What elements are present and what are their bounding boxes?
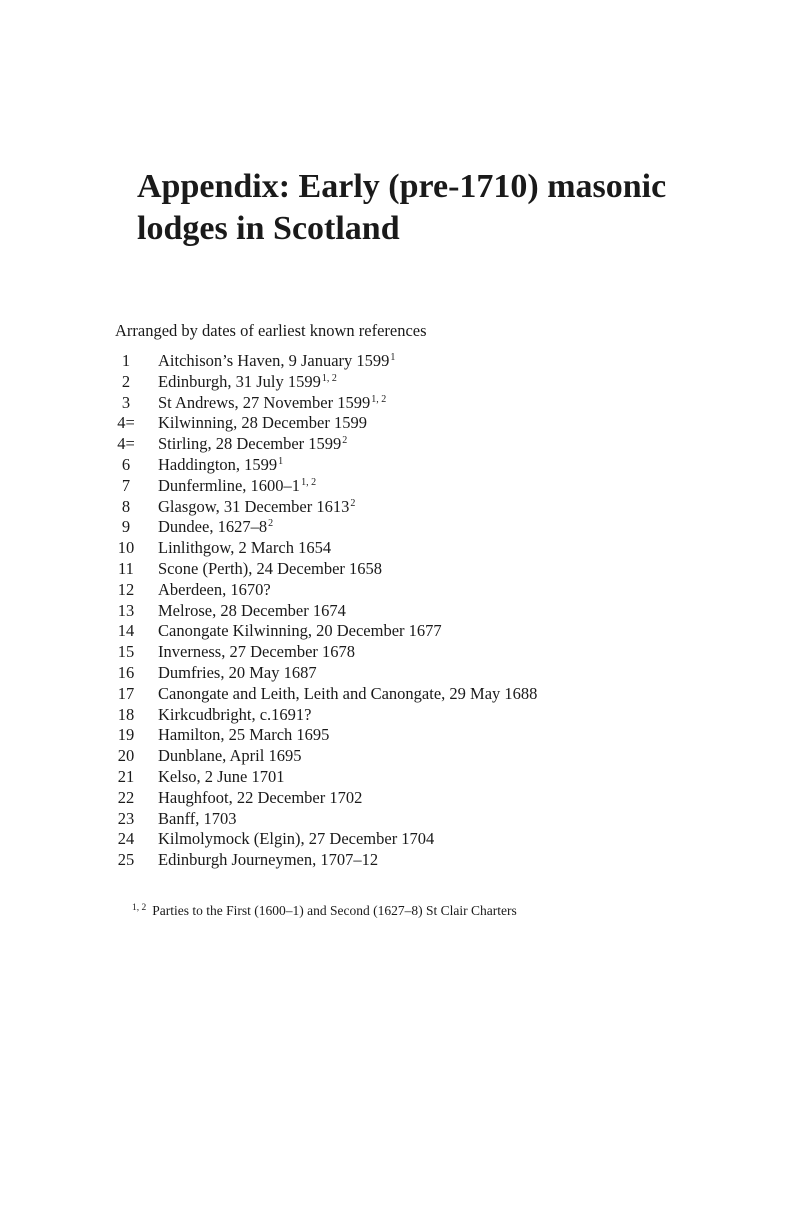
lodge-footnote-marker: 1, 2 [321,372,337,384]
lodge-entry-text: Dunblane, April 1695 [158,746,302,766]
lodge-entry [158,476,316,497]
lodge-number: 22 [117,787,135,807]
lodge-number: 6 [121,454,131,474]
lodge-entry [158,705,312,726]
lodge-footnote-marker: 1, 2 [301,476,317,488]
list-item [104,850,784,871]
lodge-entry [158,455,283,476]
lodge-footnote-marker: 1 [278,455,284,467]
list-item [104,559,784,580]
lodge-entry [158,434,347,455]
lodge-number: 17 [117,683,135,703]
list-item [104,580,784,601]
lodge-number: 18 [117,704,135,724]
lodge-entry [158,788,362,809]
lodge-number: 25 [117,850,135,870]
lodge-entry [158,725,329,746]
page-title-line-2: lodges in Scotland [137,210,400,247]
lodge-entry [158,497,355,518]
list-item [104,829,784,850]
lodge-footnote-marker: 2 [342,435,348,447]
footnote-marker: 1, 2 [132,903,147,913]
lodge-footnote-marker: 2 [268,518,274,530]
lodge-entry-text: Dunfermline, 1600–1 [158,475,301,495]
footnote-text: Parties to the First (1600–1) and Second (1627–8) St Clair Charters [152,903,517,918]
lodge-entry-text: Stirling, 28 December 1599 [158,434,342,454]
list-item [104,642,784,663]
lodge-number: 8 [121,496,131,516]
lodge-entry-text: Haughfoot, 22 December 1702 [158,787,363,807]
list-item [104,517,784,538]
lodge-entry-text: Edinburgh Journeymen, 1707–12 [158,850,379,870]
lodge-number: 7 [121,475,131,495]
list-item [104,601,784,622]
lodge-entry-text: Haddington, 1599 [158,454,278,474]
list-item [104,434,784,455]
lodge-entry-text: Hamilton, 25 March 1695 [158,725,330,745]
page-title [137,166,777,250]
lodge-entry-text: Dundee, 1627–8 [158,517,268,537]
lodge-entry [158,642,355,663]
lodge-number: 20 [117,746,135,766]
list-item [104,455,784,476]
lodge-number: 4= [117,434,135,454]
list-item [104,725,784,746]
lodge-footnote-marker: 1, 2 [371,393,387,405]
page-title-line-1: Appendix: Early (pre-1710) masonic [137,168,667,205]
lodge-entry-text: Canongate Kilwinning, 20 December 1677 [158,621,442,641]
lodge-list [104,351,784,871]
lodge-entry [158,538,331,559]
lodge-entry-text: Aberdeen, 1670? [158,579,271,599]
list-item [104,684,784,705]
lodge-entry [158,413,367,434]
lodge-number: 3 [121,392,131,412]
list-item [104,538,784,559]
list-item [104,351,784,372]
list-item [104,621,784,642]
lodge-entry [158,829,434,850]
lodge-entry [158,601,346,622]
lodge-entry-text: Inverness, 27 December 1678 [158,642,356,662]
lodge-number: 2 [121,371,131,391]
lodge-entry [158,517,273,538]
lodge-entry [158,559,382,580]
lodge-number: 23 [117,808,135,828]
lodge-entry-text: Scone (Perth), 24 December 1658 [158,558,383,578]
list-item [104,393,784,414]
lodge-number: 4= [117,413,135,433]
list-item [104,809,784,830]
lodge-entry-text: Melrose, 28 December 1674 [158,600,346,620]
lodge-entry [158,393,386,414]
lodge-entry-text: Kelso, 2 June 1701 [158,766,285,786]
lodge-entry [158,767,285,788]
lodge-entry [158,372,337,393]
lodge-entry [158,850,378,871]
lodge-entry [158,580,271,601]
list-item [104,705,784,726]
lodge-number: 1 [121,351,131,370]
list-item [104,767,784,788]
lodge-number: 10 [117,538,135,558]
lodge-entry [158,746,301,767]
list-item [104,746,784,767]
lodge-entry-text: Aitchison’s Haven, 9 January 1599 [158,351,390,370]
lodge-number: 11 [118,558,134,578]
lodge-number: 14 [117,621,135,641]
lodge-entry [158,809,237,830]
lodge-entry-text: Dumfries, 20 May 1687 [158,662,317,682]
lodge-footnote-marker: 1 [390,352,396,363]
lodge-entry-text: Kilwinning, 28 December 1599 [158,413,367,433]
list-item [104,663,784,684]
list-subtitle: Arranged by dates of earliest known references [115,321,427,340]
lodge-entry-text: Linlithgow, 2 March 1654 [158,538,332,558]
lodge-entry-text: Canongate and Leith, Leith and Canongate, 29 May 1688 [158,683,538,703]
lodge-footnote-marker: 2 [350,497,356,509]
lodge-number: 12 [117,579,135,599]
lodge-number: 15 [117,642,135,662]
lodge-number: 21 [117,766,135,786]
lodge-number: 9 [121,517,131,537]
lodge-entry-text: Banff, 1703 [158,808,237,828]
list-item [104,413,784,434]
lodge-entry [158,351,395,372]
lodge-number: 16 [117,662,135,682]
lodge-entry [158,621,442,642]
lodge-number: 13 [117,600,135,620]
list-item [104,497,784,518]
list-item [104,476,784,497]
lodge-entry-text: Glasgow, 31 December 1613 [158,496,350,516]
footnote [132,902,517,920]
lodge-number: 19 [117,725,135,745]
lodge-entry-text: Edinburgh, 31 July 1599 [158,371,321,391]
list-item [104,788,784,809]
lodge-entry [158,684,537,705]
lodge-entry [158,663,317,684]
lodge-number: 24 [117,829,135,849]
list-item [104,372,784,393]
lodge-entry-text: Kirkcudbright, c.1691? [158,704,312,724]
lodge-entry-text: Kilmolymock (Elgin), 27 December 1704 [158,829,435,849]
lodge-entry-text: St Andrews, 27 November 1599 [158,392,371,412]
